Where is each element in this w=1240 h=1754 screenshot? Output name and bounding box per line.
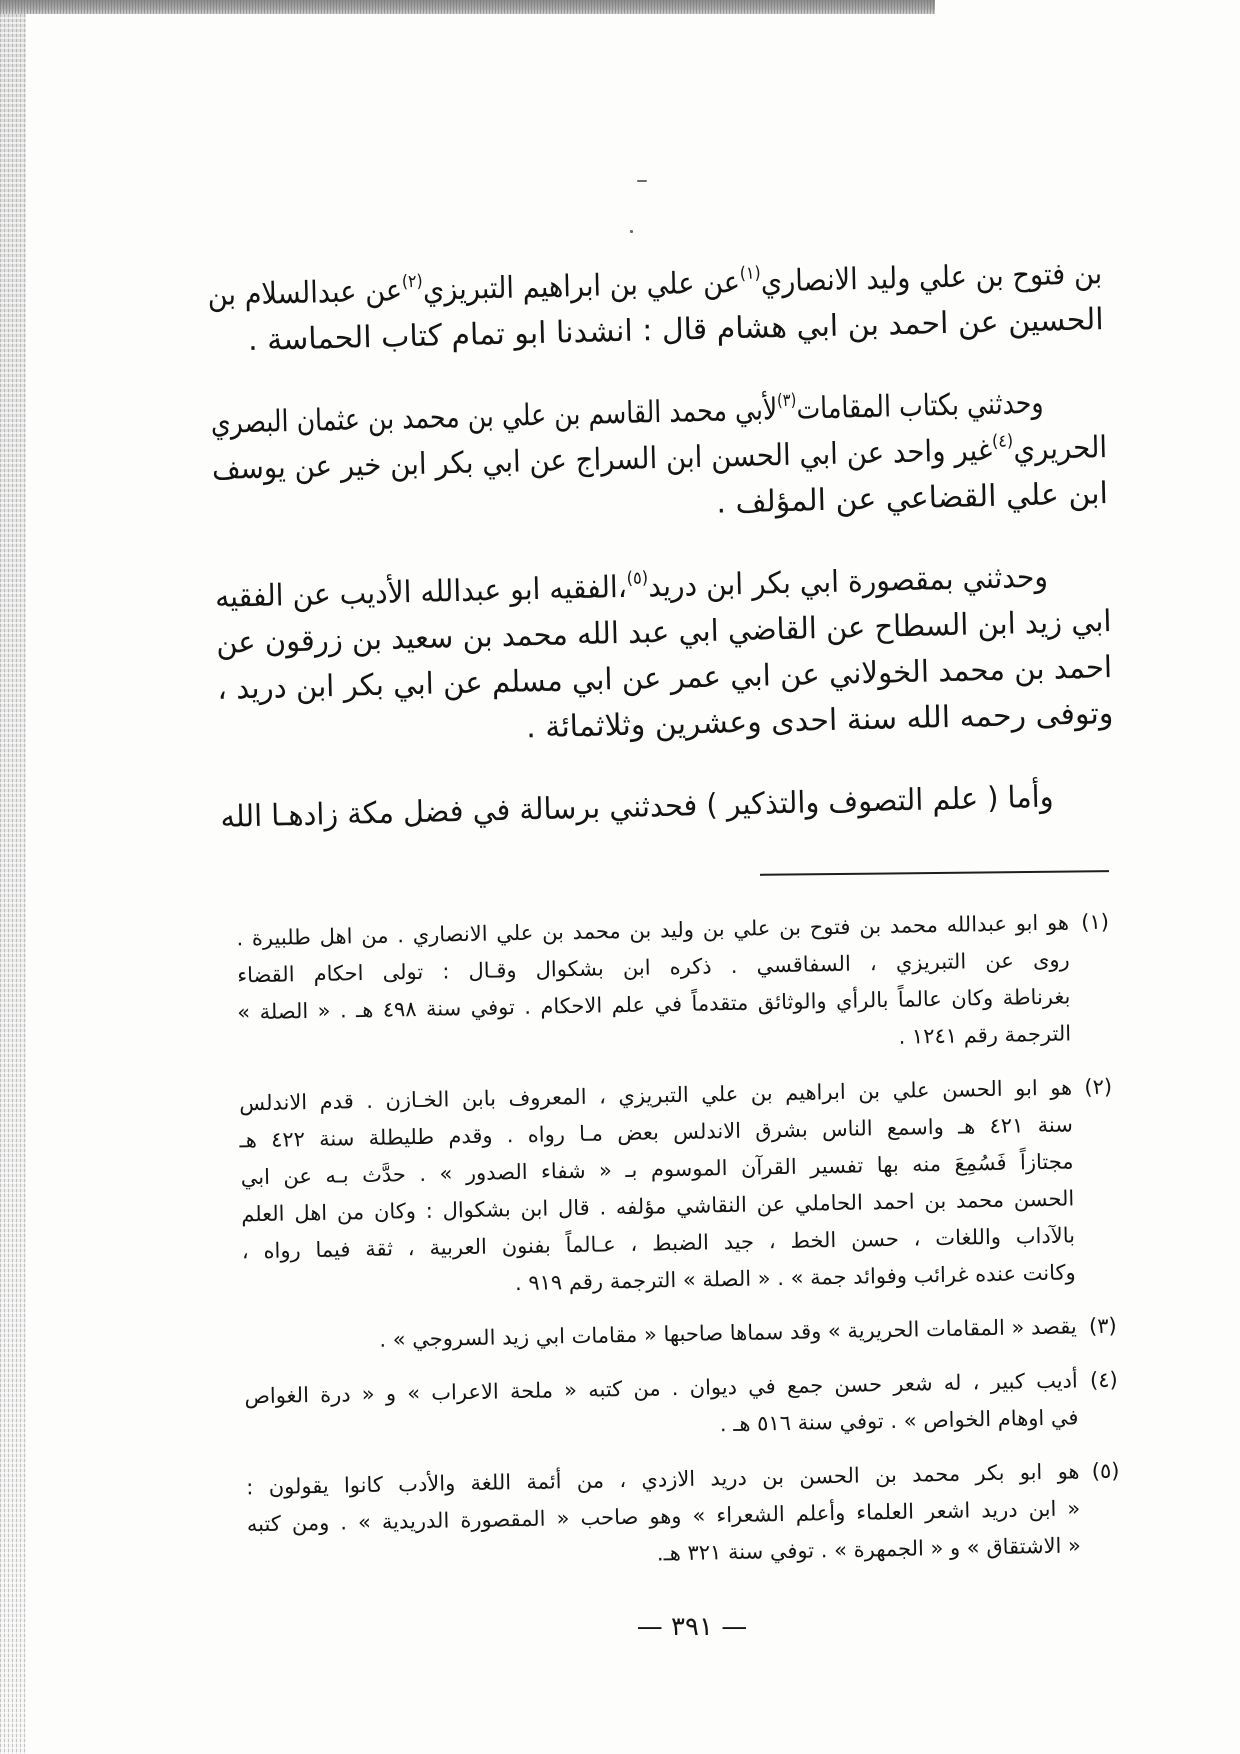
footnote-text: هو ابو بكر محمد بن الحسن بن دريد الازدي ، من أئمة اللغة والأدب كانوا يقولون : (246, 1459, 1080, 1500)
footnote-text: يقصد « المقامات الحريرية » وقد سماها صاحبها « مقامات ابي زيد السروجي » . (379, 1314, 1077, 1352)
body-text: عن عبدالسلام بن (207, 273, 403, 313)
footnote-number: (٢) (1084, 1074, 1113, 1100)
body-text: وحدثني بمقصورة ابي بكر ابن دريد (647, 559, 1049, 605)
footnote-text: هو ابو عبدالله محمد بن فتوح بن علي بن وليد بن محمد بن علي الانصاري . من اهل طلبيرة . (236, 910, 1070, 951)
footnote-text: بالآداب واللغات ، حسن الخط ، جيد الضبط ، عـالماً بفنون العربية ، ثقة فيما رواه ، (241, 1223, 1076, 1264)
footnote-number: (١) (1081, 909, 1110, 935)
footnote-text: في اوهام الخواص » . توفي سنة ٥١٦ هـ . (719, 1405, 1079, 1437)
footnote-reference: (٥) (626, 568, 649, 589)
footnote-number: (٣) (1088, 1313, 1117, 1339)
footnote-item (246, 1453, 1121, 1581)
body-text: احمد بن محمد الخولاني عن ابي عمر عن ابي مسلم عن ابي بكر ابن دريد ، (217, 650, 1113, 707)
footnote-text: وكانت عنده غرائب وفوائد جمة » . « الصلة » الترجمة رقم ٩١٩ . (514, 1260, 1076, 1296)
footnote-text: هو ابو الحسن علي بن ابراهيم بن علي التبريزي ، المعروف بابن الخـازن . قدم الاندلس (239, 1075, 1073, 1116)
body-paragraph (220, 773, 1116, 841)
body-text: ابي زيد ابن السطاح عن القاضي ابي عبد الله محمد بن سعيد بن زرقون عن (215, 604, 1112, 661)
body-paragraph (215, 553, 1114, 759)
scan-speck (630, 230, 633, 233)
body-paragraph (210, 379, 1108, 539)
scan-edge-left (0, 14, 26, 1754)
body-line (220, 773, 1116, 841)
body-text: وحدثني بكتاب المقامات (796, 385, 1045, 427)
scan-edge-top (0, 0, 935, 14)
main-text-block (207, 251, 1116, 841)
footnote-separator (760, 870, 1109, 876)
footnote-line (244, 1308, 1078, 1361)
body-text: الحريري (1012, 430, 1108, 468)
footnote-item (244, 1308, 1118, 1362)
footnote-text: سنة ٤٢١ هـ واسمع الناس بشرق الاندلس بعض مـا رواه . وقدم طليطلة سنة ٤٢٢ هـ (239, 1112, 1074, 1153)
footnote-reference: (٢) (401, 271, 424, 293)
body-text: الحسين عن احمد بن ابي هشام قال : انشدنا ابو تمام كتاب الحماسة . (247, 302, 1105, 359)
body-text: عن علي بن ابراهيم التبريزي (422, 264, 741, 308)
scan-speck (637, 180, 647, 182)
footnote-number: (٥) (1091, 1458, 1120, 1484)
footnote-text: أديب كبير ، له شعر حسن جمع في ديوان . من كتبه « ملحة الاعراب » و « درة الغواص (244, 1368, 1078, 1409)
footnote-text: الترجمة رقم ١٢٤١ . (898, 1021, 1072, 1049)
footnote-item (245, 1362, 1119, 1453)
footnote-item (239, 1069, 1116, 1308)
footnote-text: مجتازاً فَسُمِعَ منه بها تفسير القرآن الموسوم بـ « شفاء الصدور » . حدَّث بـه عن ابي (240, 1149, 1074, 1190)
footnote-number: (٤) (1089, 1367, 1118, 1393)
page-number: — ٣٩١ — (636, 1612, 748, 1642)
body-text: لأبي محمد القاسم بن علي بن محمد بن عثمان البصري (210, 392, 778, 441)
footnote-text: روى عن التبريزي ، السفاقسي . ذكره ابن بشكوال وقـال : تولى احكام القضاء (236, 947, 1070, 988)
body-text: غير واحد عن ابي الحسن ابن السراج عن ابي بكر ابن خير عن يوسف (211, 432, 993, 487)
footnote-item (236, 904, 1112, 1069)
footnote-text: بغرناطة وكان عالماً بالرأي والوثائق متقدماً في علم الاحكام . توفي سنة ٤٩٨ هـ . « الصلة » (237, 984, 1071, 1025)
footnote-text: « الاشتقاق » و « الجمهرة » . توفي سنة ٣٢١ هـ. (656, 1533, 1082, 1566)
body-text: وتوفى رحمه الله سنة احدى وعشرين وثلاثمائة . (525, 696, 1114, 746)
body-paragraph (207, 251, 1104, 365)
footnote-text: الحسن محمد بن احمد الحاملي عن النقاشي مؤلفه . قال ابن بشكوال : وكان من اهل العلم (240, 1186, 1075, 1227)
footnote-reference: (٤) (991, 431, 1014, 452)
footnote-text: « ابن دريد اشعر العلماء وأعلم الشعراء » وهو صاحب « المقصورة الدريدية » . ومن كتبه (246, 1496, 1081, 1537)
body-text: ،الفقيه ابو عبدالله الأديب عن الفقيه (214, 569, 628, 615)
body-text: ابن علي القضاعي عن المؤلف . (715, 476, 1109, 521)
footnote-reference: (٣) (776, 390, 797, 412)
body-text: وأما ( علم التصوف والتذكير ) فحدثني برسالة في فضل مكة زادهـا الله (219, 779, 1054, 835)
body-text: بن فتوح بن علي وليد الانصاري (760, 256, 1103, 300)
footnotes-block (236, 904, 1122, 1581)
footnote-reference: (١) (739, 263, 762, 284)
